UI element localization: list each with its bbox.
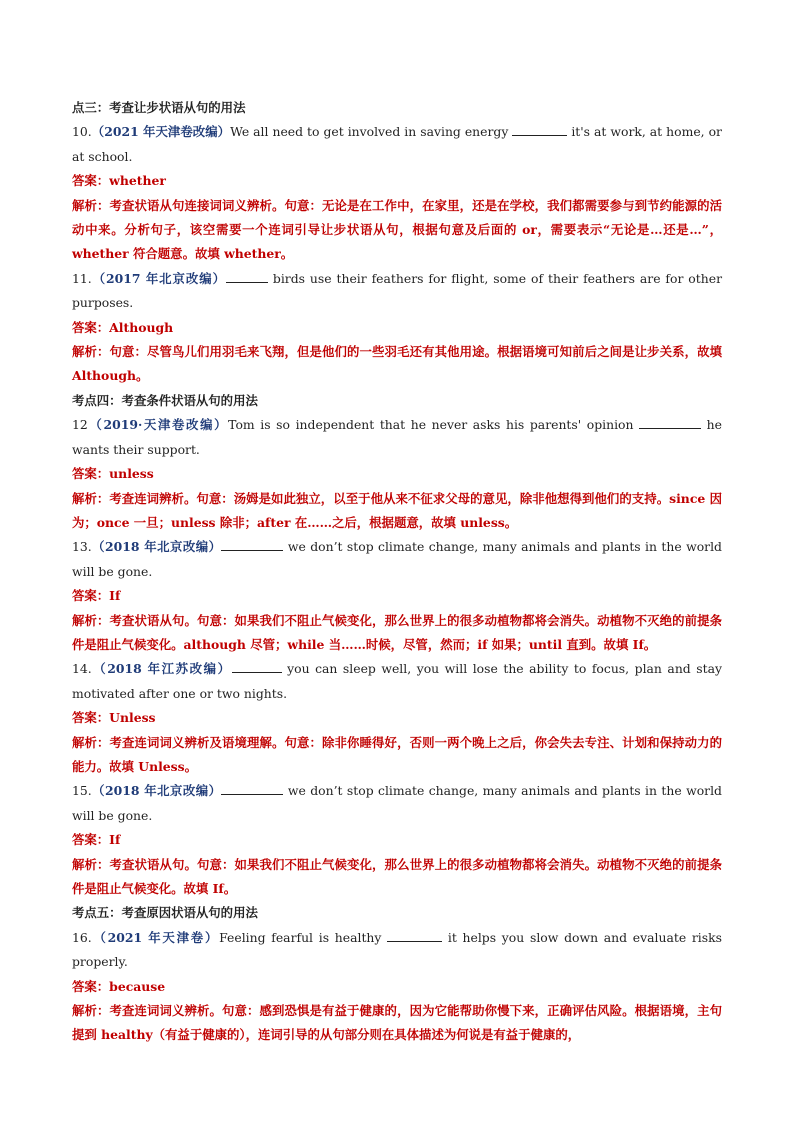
- answer-line: [72, 584, 722, 608]
- analysis-text: 考查连词词义辨析及语境理解。句意：除非你睡得好，否则一两个晚上之后，你会失去专注、计划和保持动力的能力。故填 Unless。: [72, 734, 723, 774]
- answer-label: 答案：: [72, 978, 110, 994]
- analysis-text: 考查状语从句。句意：如果我们不阻止气候变化，那么世界上的很多动植物都将会消失。动植物不灭绝的前提条件是阻止气候变化。故填 If。: [72, 856, 723, 896]
- question-number: 15.: [72, 783, 92, 799]
- question-number: 13.: [72, 539, 92, 555]
- question-text: Feeling fearful is healthy: [219, 929, 388, 945]
- question-text: Tom is so independent that he never asks his parents' opinion: [228, 417, 640, 433]
- question-16: [72, 926, 722, 975]
- answer-label: 答案：: [72, 173, 110, 189]
- answer-line: [72, 316, 722, 340]
- question-source: （2018 年北京改编）: [91, 539, 222, 555]
- question-source: （2019·天津卷改编）: [87, 417, 229, 433]
- section-heading: 点三：考查让步状语从句的用法: [72, 100, 246, 115]
- analysis-text: 句意：尽管鸟儿们用羽毛来飞翔，但是他们的一些羽毛还有其他用途。根据语境可知前后之间是让步关系，故填 Although。: [72, 344, 723, 384]
- worksheet-page: [72, 96, 722, 1048]
- question-13: [72, 535, 722, 584]
- analysis-line: [72, 853, 722, 902]
- answer-value: whether: [109, 173, 166, 189]
- answer-label: 答案：: [72, 710, 110, 726]
- question-number: 10.: [72, 124, 92, 140]
- answer-blank[interactable]: [226, 270, 268, 283]
- answer-line: [72, 975, 722, 999]
- analysis-label: 解析：: [72, 490, 110, 506]
- question-12: [72, 413, 722, 462]
- answer-line: [72, 828, 722, 852]
- analysis-label: 解析：: [72, 197, 110, 213]
- answer-label: 答案：: [72, 832, 110, 848]
- answer-blank[interactable]: [221, 538, 283, 551]
- question-number: 16.: [72, 929, 92, 945]
- question-15: [72, 779, 722, 828]
- answer-value: unless: [109, 466, 154, 482]
- section-heading: 考点五：考查原因状语从句的用法: [72, 905, 258, 921]
- answer-line: [72, 169, 722, 193]
- question-number: 11.: [72, 270, 92, 286]
- question-text: it's at work, at home, or at school.: [72, 124, 722, 164]
- analysis-text: 考查连词辨析。句意：汤姆是如此独立，以至于他从来不征求父母的意见，除非他想得到他们的支持。since 因为；once 一旦；unless 除非；after 在……之后，根据题意，故填 unless。: [72, 490, 723, 530]
- answer-blank[interactable]: [232, 660, 282, 673]
- answer-value: Although: [109, 319, 174, 335]
- analysis-label: 解析：: [72, 344, 110, 360]
- question-11: [72, 267, 722, 316]
- question-text: we don’t stop climate change, many animals and plants in the world will be gone.: [72, 539, 722, 579]
- question-10: [72, 120, 722, 169]
- question-source: （2021 年天津卷改编）: [91, 124, 231, 140]
- analysis-line: [72, 609, 722, 658]
- answer-blank[interactable]: [387, 929, 442, 942]
- question-source: （2017 年北京改编）: [91, 270, 226, 286]
- analysis-line: [72, 999, 722, 1048]
- analysis-label: 解析：: [72, 612, 110, 628]
- question-source: （2021 年天津卷）: [91, 929, 220, 945]
- answer-value: If: [109, 832, 121, 848]
- analysis-line: [72, 194, 722, 267]
- analysis-label: 解析：: [72, 1003, 110, 1019]
- answer-blank[interactable]: [221, 782, 283, 795]
- answer-line: [72, 706, 722, 730]
- question-text: it helps you slow down and evaluate risks properly.: [72, 929, 722, 970]
- question-text: birds use their feathers for flight, some of their feathers are for other purposes.: [72, 270, 722, 311]
- question-number: 12: [72, 417, 88, 433]
- answer-value: Unless: [109, 710, 156, 726]
- section-heading: 考点四：考查条件状语从句的用法: [72, 392, 258, 408]
- answer-label: 答案：: [72, 466, 110, 482]
- analysis-label: 解析：: [72, 856, 110, 872]
- analysis-line: [72, 340, 722, 389]
- analysis-text: 考查状语从句。句意：如果我们不阻止气候变化，那么世界上的很多动植物都将会消失。动植物不灭绝的前提条件是阻止气候变化。although 尽管；while 当……时候，尽管，然而；if 如果；until 直到。故填 If。: [72, 612, 723, 652]
- question-14: [72, 657, 722, 706]
- analysis-line: [72, 487, 722, 536]
- answer-line: [72, 462, 722, 486]
- answer-label: 答案：: [72, 319, 110, 335]
- question-number: 14.: [72, 661, 92, 677]
- question-text: he wants their support.: [72, 417, 722, 457]
- analysis-text: 考查状语从句连接词词义辨析。句意：无论是在工作中，在家里，还是在学校，我们都需要参与到节约能源的活动中来。分析句子，该空需要一个连词引导让步状语从句，根据句意及后面的 or，需要表示“无论是…还是…”，whether 符合题意。故填 whether。: [72, 197, 723, 262]
- answer-label: 答案：: [72, 588, 110, 604]
- question-text: you can sleep well, you will lose the ability to focus, plan and stay motivated after one or two nights.: [72, 661, 722, 701]
- analysis-line: [72, 731, 722, 780]
- question-text: We all need to get involved in saving energy: [230, 124, 513, 140]
- analysis-text: 考查连词词义辨析。句意：感到恐惧是有益于健康的，因为它能帮助你慢下来，正确评估风险。根据语境，主句提到 healthy（有益于健康的），连词引导的从句部分则在具体描述为何说是有益于健康的，: [72, 1003, 723, 1043]
- answer-blank[interactable]: [512, 123, 567, 136]
- answer-value: If: [109, 588, 121, 604]
- answer-blank[interactable]: [639, 416, 701, 429]
- analysis-label: 解析：: [72, 734, 110, 750]
- question-source: （2018 年北京改编）: [91, 783, 222, 799]
- question-text: we don’t stop climate change, many animals and plants in the world will be gone.: [72, 783, 722, 823]
- question-source: （2018 年江苏改编）: [91, 661, 232, 677]
- answer-value: because: [109, 978, 166, 994]
